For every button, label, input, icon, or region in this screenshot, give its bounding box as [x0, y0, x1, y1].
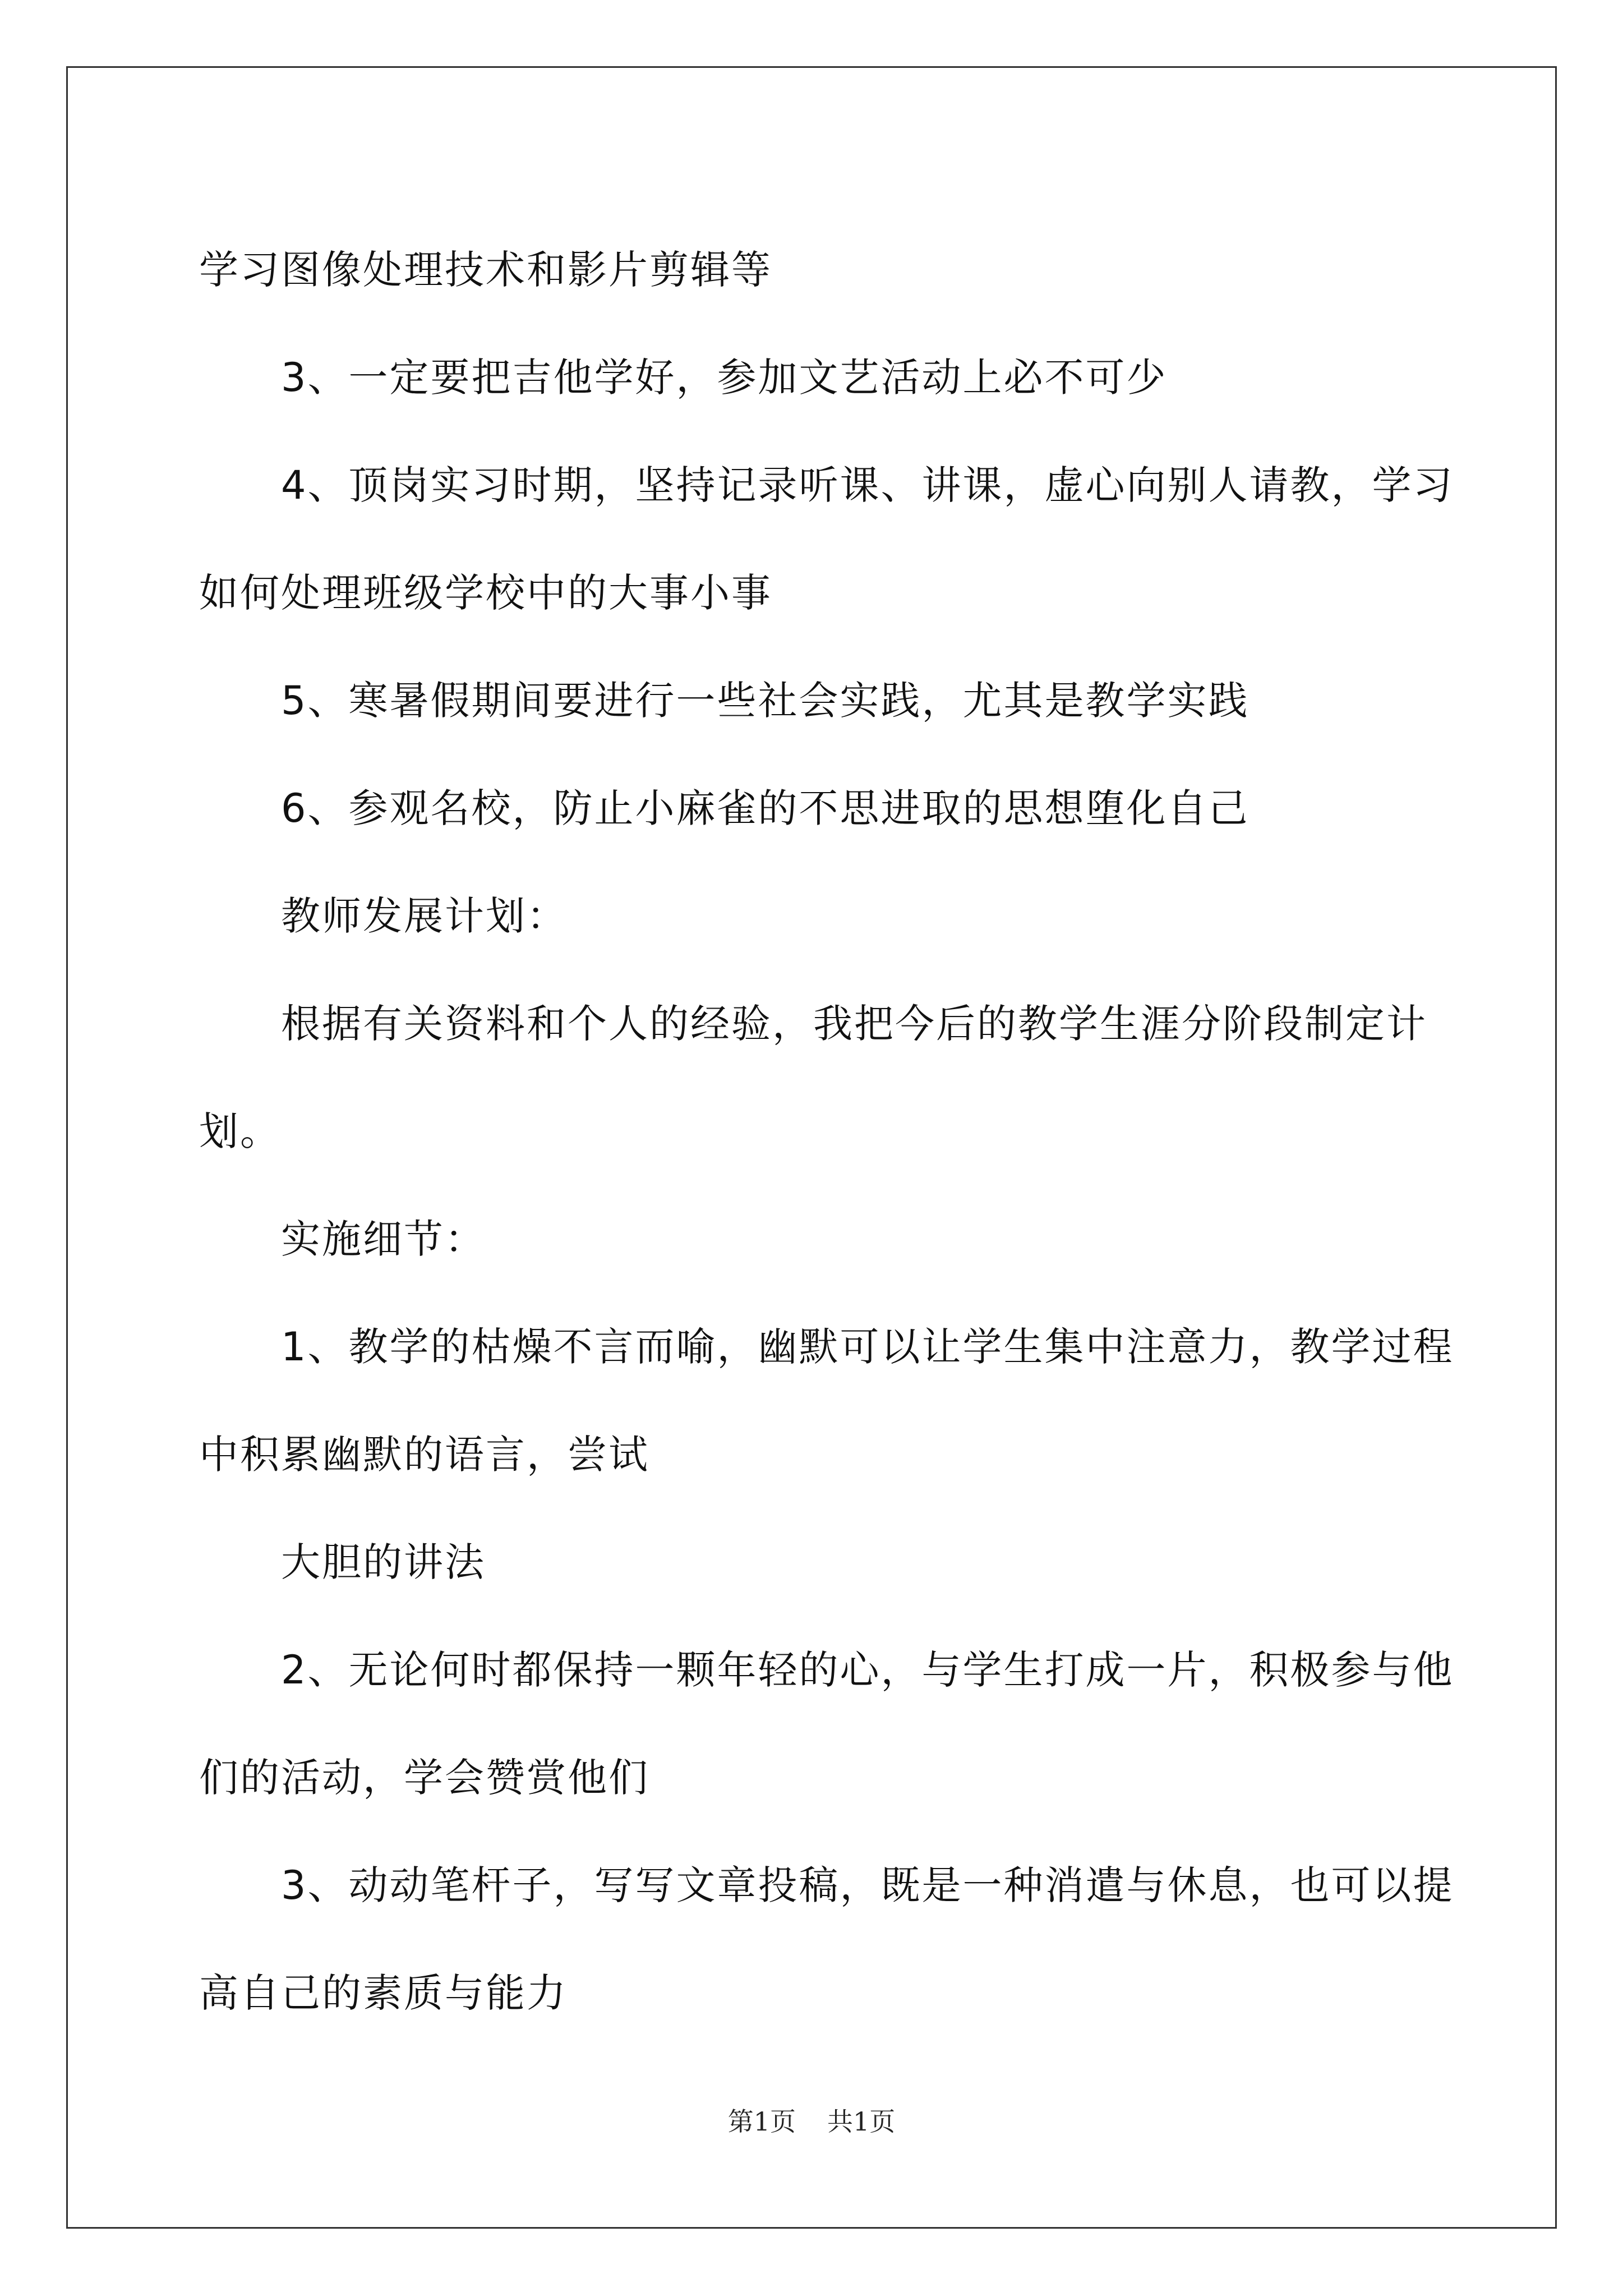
text-line: 1、教学的枯燥不言而喻，幽默可以让学生集中注意力，教学过程 [281, 1324, 1454, 1370]
page-total: 共1页 [827, 2106, 896, 2137]
text-line: 们的活动，学会赞赏他们 [199, 1755, 649, 1801]
page-footer [0, 2105, 1623, 2138]
text-line: 学习图像处理技术和影片剪辑等 [199, 247, 772, 293]
text-line: 4、顶岗实习时期，坚持记录听课、讲课，虚心向别人请教，学习 [281, 462, 1454, 508]
section-heading: 实施细节： [281, 1216, 486, 1262]
document-body [199, 216, 1454, 2047]
text-line: 大胆的讲法 [281, 1539, 486, 1585]
text-line: 如何处理班级学校中的大事小事 [199, 570, 772, 616]
text-line: 3、一定要把吉他学好，参加文艺活动上必不可少 [281, 355, 1168, 401]
text-line: 根据有关资料和个人的经验，我把今后的教学生涯分阶段制定计 [281, 1001, 1427, 1047]
text-line: 中积累幽默的语言，尝试 [199, 1432, 649, 1478]
text-line: 5、寒暑假期间要进行一些社会实践，尤其是教学实践 [281, 678, 1249, 724]
text-line: 3、动动笔杆子，写写文章投稿，既是一种消遣与休息，也可以提 [281, 1862, 1454, 1908]
section-heading: 教师发展计划： [281, 893, 568, 939]
text-line: 划。 [199, 1108, 281, 1154]
page-number: 第1页 [727, 2106, 796, 2137]
paragraph-text [199, 216, 1454, 2047]
text-line: 高自己的素质与能力 [199, 1970, 568, 2016]
text-line: 6、参观名校，防止小麻雀的不思进取的思想堕化自己 [281, 785, 1249, 831]
text-line: 2、无论何时都保持一颗年轻的心，与学生打成一片，积极参与他 [281, 1647, 1454, 1693]
